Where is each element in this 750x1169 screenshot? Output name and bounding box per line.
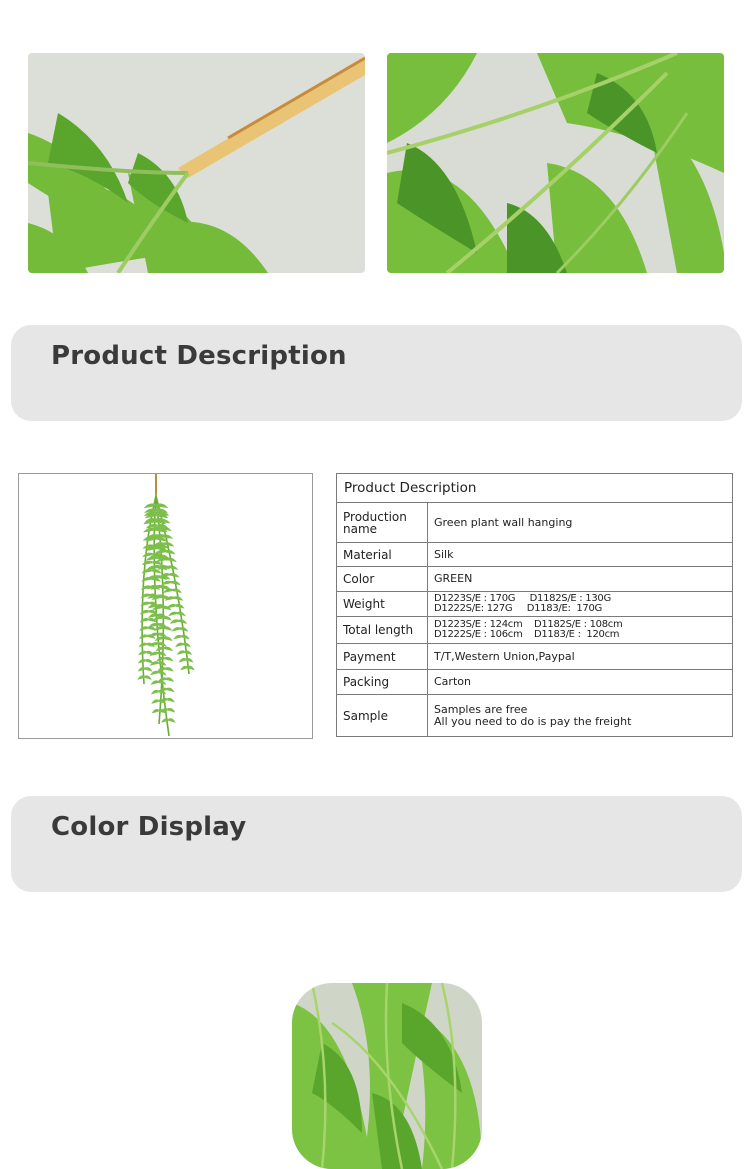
- weight-line: D1223S/E : 170G D1182S/E : 130G: [434, 593, 611, 604]
- spec-value-weight: [428, 592, 733, 617]
- product-spec-table: [336, 473, 733, 737]
- spec-key-sample: Sample: [337, 695, 428, 737]
- spec-value-payment: T/T,Western Union,Paypal: [428, 644, 733, 670]
- spec-key-color: Color: [337, 567, 428, 592]
- plant-stem-closeup-image: [28, 53, 365, 273]
- spec-value-production-name: Green plant wall hanging: [428, 503, 733, 543]
- spec-key-payment: Payment: [337, 644, 428, 670]
- spec-value-color: GREEN: [428, 567, 733, 592]
- spec-key-material: Material: [337, 543, 428, 567]
- plant-leaves-closeup-image: [387, 53, 724, 273]
- spec-value-material: Silk: [428, 543, 733, 567]
- length-line: D1223S/E : 124cm D1182S/E : 108cm: [434, 619, 623, 630]
- section-title: Product Description: [51, 341, 347, 371]
- hanging-fern-product-image: [18, 473, 313, 739]
- spec-value-packing: Carton: [428, 670, 733, 695]
- spec-key-weight: Weight: [337, 592, 428, 617]
- section-title: Color Display: [51, 812, 247, 842]
- weight-line: D1222S/E: 127G D1183/E: 170G: [434, 603, 602, 614]
- length-line: D1222S/E : 106cm D1183/E : 120cm: [434, 629, 620, 640]
- spec-key-production-name: Production name: [337, 503, 428, 543]
- spec-table-header: Product Description: [337, 474, 733, 503]
- spec-key-total-length: Total length: [337, 617, 428, 644]
- product-description-banner: [11, 325, 742, 421]
- color-display-banner: [11, 796, 742, 892]
- spec-key-packing: Packing: [337, 670, 428, 695]
- spec-value-total-length: [428, 617, 733, 644]
- green-color-swatch-image[interactable]: [292, 983, 482, 1169]
- spec-value-sample: [428, 695, 733, 737]
- sample-line: Samples are free: [434, 702, 528, 716]
- sample-line: All you need to do is pay the freight: [434, 714, 632, 728]
